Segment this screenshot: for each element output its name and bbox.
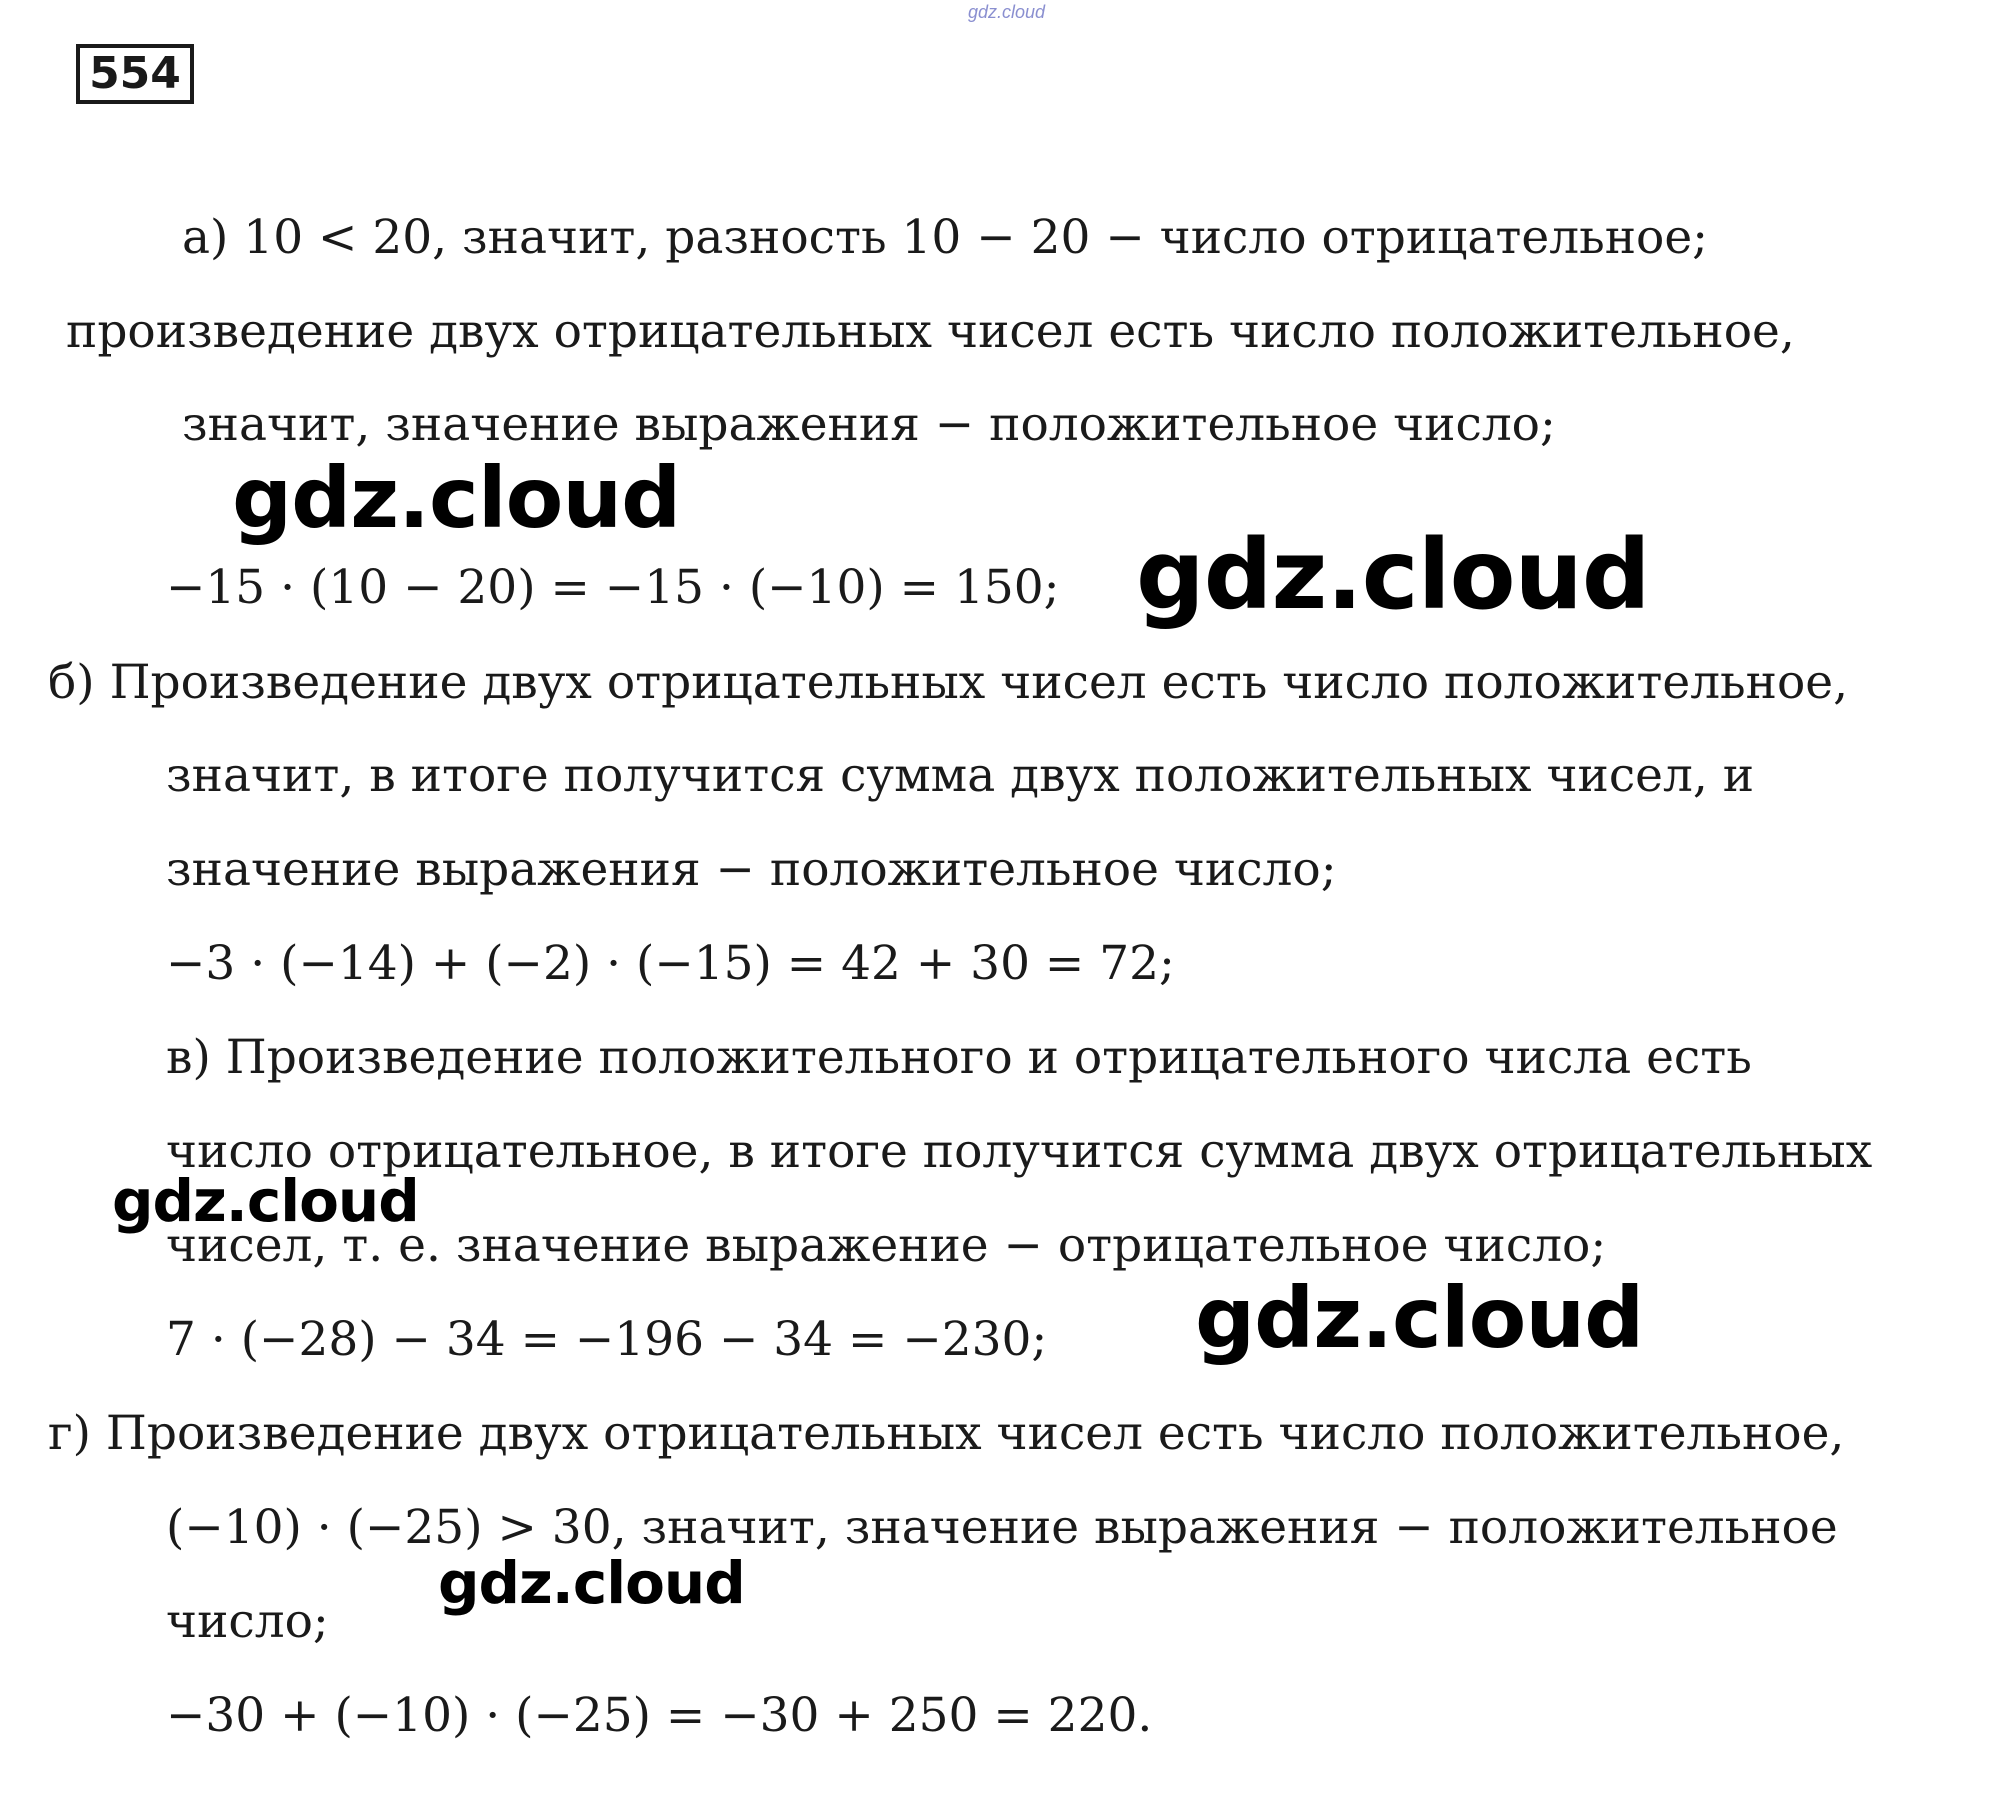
solution-line-6: значит, в итоге получится сумма двух положительных чисел, и: [166, 748, 1755, 803]
solution-line-2: произведение двух отрицательных чисел есть число положительное,: [66, 304, 1795, 359]
solution-line-1: а) 10 < 20, значит, разность 10 − 20 − число отрицательное;: [182, 210, 1708, 265]
watermark-4: gdz.cloud: [1195, 1269, 1644, 1367]
equation-line-a: −15 · (10 − 20) = −15 · (−10) = 150;: [166, 560, 1060, 615]
task-number-box: 554: [76, 44, 194, 104]
watermark-2: gdz.cloud: [1136, 519, 1650, 631]
watermark-5: gdz.cloud: [438, 1549, 745, 1617]
top-source-watermark: gdz.cloud: [968, 2, 1046, 22]
solution-line-14: (−10) · (−25) > 30, значит, значение выражения − положительное: [166, 1500, 1838, 1555]
solution-line-9: в) Произведение положительного и отрицательного числа есть: [166, 1030, 1752, 1085]
solution-line-13: г) Произведение двух отрицательных чисел есть число положительное,: [48, 1406, 1845, 1461]
solution-line-11: чисел, т. е. значение выражение − отрицательное число;: [166, 1218, 1607, 1273]
solution-line-7: значение выражения − положительное число;: [166, 842, 1337, 897]
watermark-1: gdz.cloud: [232, 449, 681, 547]
solution-line-5: б) Произведение двух отрицательных чисел есть число положительное,: [48, 655, 1849, 710]
equation-line-c: 7 · (−28) − 34 = −196 − 34 = −230;: [166, 1312, 1048, 1367]
solution-line-10: число отрицательное, в итоге получится сумма двух отрицательных: [166, 1124, 1873, 1179]
equation-line-d: −30 + (−10) · (−25) = −30 + 250 = 220.: [166, 1688, 1153, 1743]
solution-line-3: значит, значение выражения − положительное число;: [182, 397, 1556, 452]
equation-line-b: −3 · (−14) + (−2) · (−15) = 42 + 30 = 72;: [166, 936, 1175, 991]
solution-line-15: число;: [166, 1594, 329, 1649]
watermark-3: gdz.cloud: [112, 1167, 419, 1235]
